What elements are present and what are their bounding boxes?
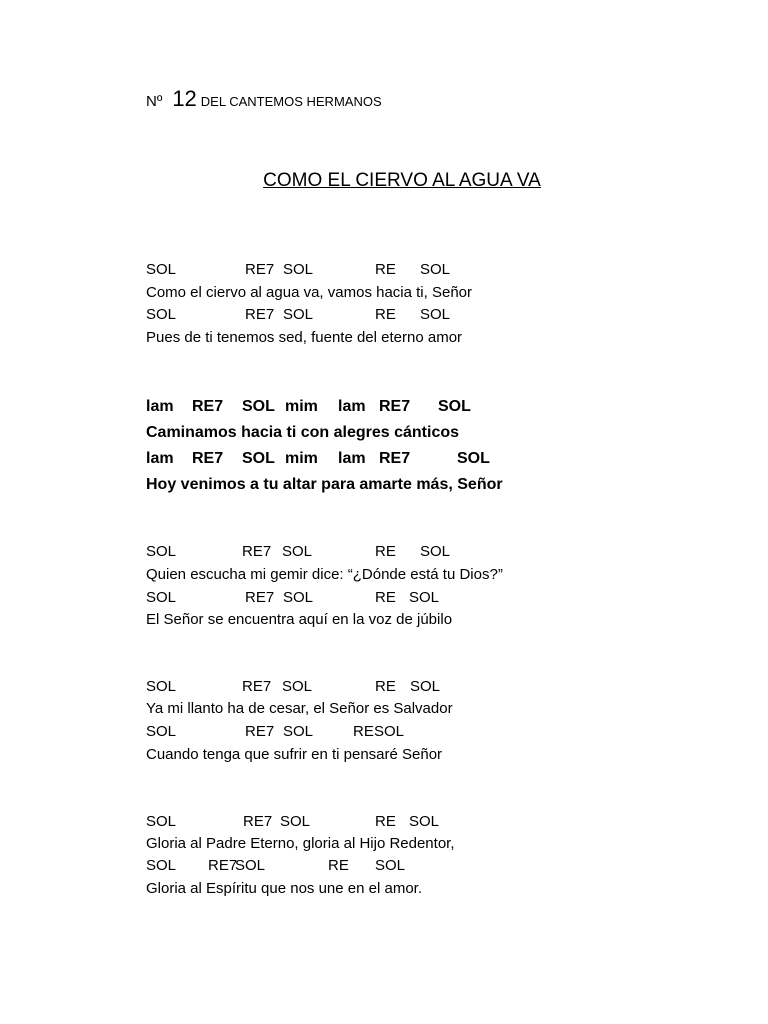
chord: SOL xyxy=(409,589,440,606)
chord: RE7 xyxy=(245,261,275,278)
chord: RE7 xyxy=(379,450,411,467)
chord: RE xyxy=(328,857,349,874)
chord: SOL xyxy=(283,306,314,323)
chord: RE7 xyxy=(245,306,275,323)
chord: mim xyxy=(285,450,318,467)
chord: SOL xyxy=(283,261,314,278)
chord: SOL xyxy=(283,589,314,606)
chord: SOL xyxy=(146,678,177,695)
chord: SOL xyxy=(146,589,177,606)
lyric-line: Quien escucha mi gemir dice: “¿Dónde está tu Dios?” xyxy=(146,566,503,583)
chord: SOL xyxy=(146,723,177,740)
lyric-line: Como el ciervo al agua va, vamos hacia ti, Señor xyxy=(146,284,472,301)
chord: lam xyxy=(338,398,366,415)
chord: SOL xyxy=(420,261,451,278)
number-sign: Nº xyxy=(146,93,163,110)
chord: RE xyxy=(375,813,396,830)
chord: SOL xyxy=(282,678,313,695)
song-number: 12 xyxy=(172,86,197,111)
song-title: COMO EL CIERVO AL AGUA VA xyxy=(263,170,541,191)
chord: RE7 xyxy=(242,678,272,695)
chord: SOL xyxy=(282,543,313,560)
lyric-line: Ya mi llanto ha de cesar, el Señor es Salvador xyxy=(146,700,453,717)
lyric-line: Cuando tenga que sufrir en ti pensaré Señor xyxy=(146,746,443,763)
songbook-name: DEL CANTEMOS HERMANOS xyxy=(200,94,382,109)
lyric-line: Hoy venimos a tu altar para amarte más, Señor xyxy=(146,476,503,493)
chord: SOL xyxy=(146,306,177,323)
chord: SOL xyxy=(457,450,490,467)
chord: lam xyxy=(338,450,366,467)
chord: RE7 xyxy=(208,857,238,874)
chord: SOL xyxy=(146,857,177,874)
chord: RE xyxy=(353,723,374,740)
chord: SOL xyxy=(242,398,275,415)
chord: SOL xyxy=(146,543,177,560)
chord: RE7 xyxy=(245,589,275,606)
chord: SOL xyxy=(420,543,451,560)
chord: SOL xyxy=(420,306,451,323)
chord: SOL xyxy=(280,813,311,830)
chord: SOL xyxy=(283,723,314,740)
chord: SOL xyxy=(438,398,471,415)
chord: lam xyxy=(146,398,174,415)
chord: SOL xyxy=(235,857,266,874)
chord: SOL xyxy=(409,813,440,830)
chord: SOL xyxy=(374,723,405,740)
chord: RE xyxy=(375,261,396,278)
chord: RE xyxy=(375,589,396,606)
chord: RE7 xyxy=(192,450,224,467)
lyric-line: Gloria al Espíritu que nos une en el amor. xyxy=(146,880,422,897)
lyric-line: El Señor se encuentra aquí en la voz de júbilo xyxy=(146,611,453,628)
chord: SOL xyxy=(375,857,406,874)
chord: lam xyxy=(146,450,174,467)
song-header xyxy=(146,86,382,112)
chord: RE7 xyxy=(379,398,411,415)
chord: RE7 xyxy=(243,813,273,830)
chord: RE7 xyxy=(245,723,275,740)
chord: SOL xyxy=(146,813,177,830)
lyric-line: Pues de ti tenemos sed, fuente del eterno amor xyxy=(146,329,463,346)
chord: SOL xyxy=(242,450,275,467)
chord: mim xyxy=(285,398,318,415)
chord: RE xyxy=(375,306,396,323)
lyric-line: Gloria al Padre Eterno, gloria al Hijo Redentor, xyxy=(146,835,455,852)
chord: SOL xyxy=(146,261,177,278)
chord: SOL xyxy=(410,678,441,695)
lyric-line: Caminamos hacia ti con alegres cánticos xyxy=(146,424,460,441)
chord: RE7 xyxy=(242,543,272,560)
chord: RE xyxy=(375,543,396,560)
chord: RE xyxy=(375,678,396,695)
chord: RE7 xyxy=(192,398,224,415)
